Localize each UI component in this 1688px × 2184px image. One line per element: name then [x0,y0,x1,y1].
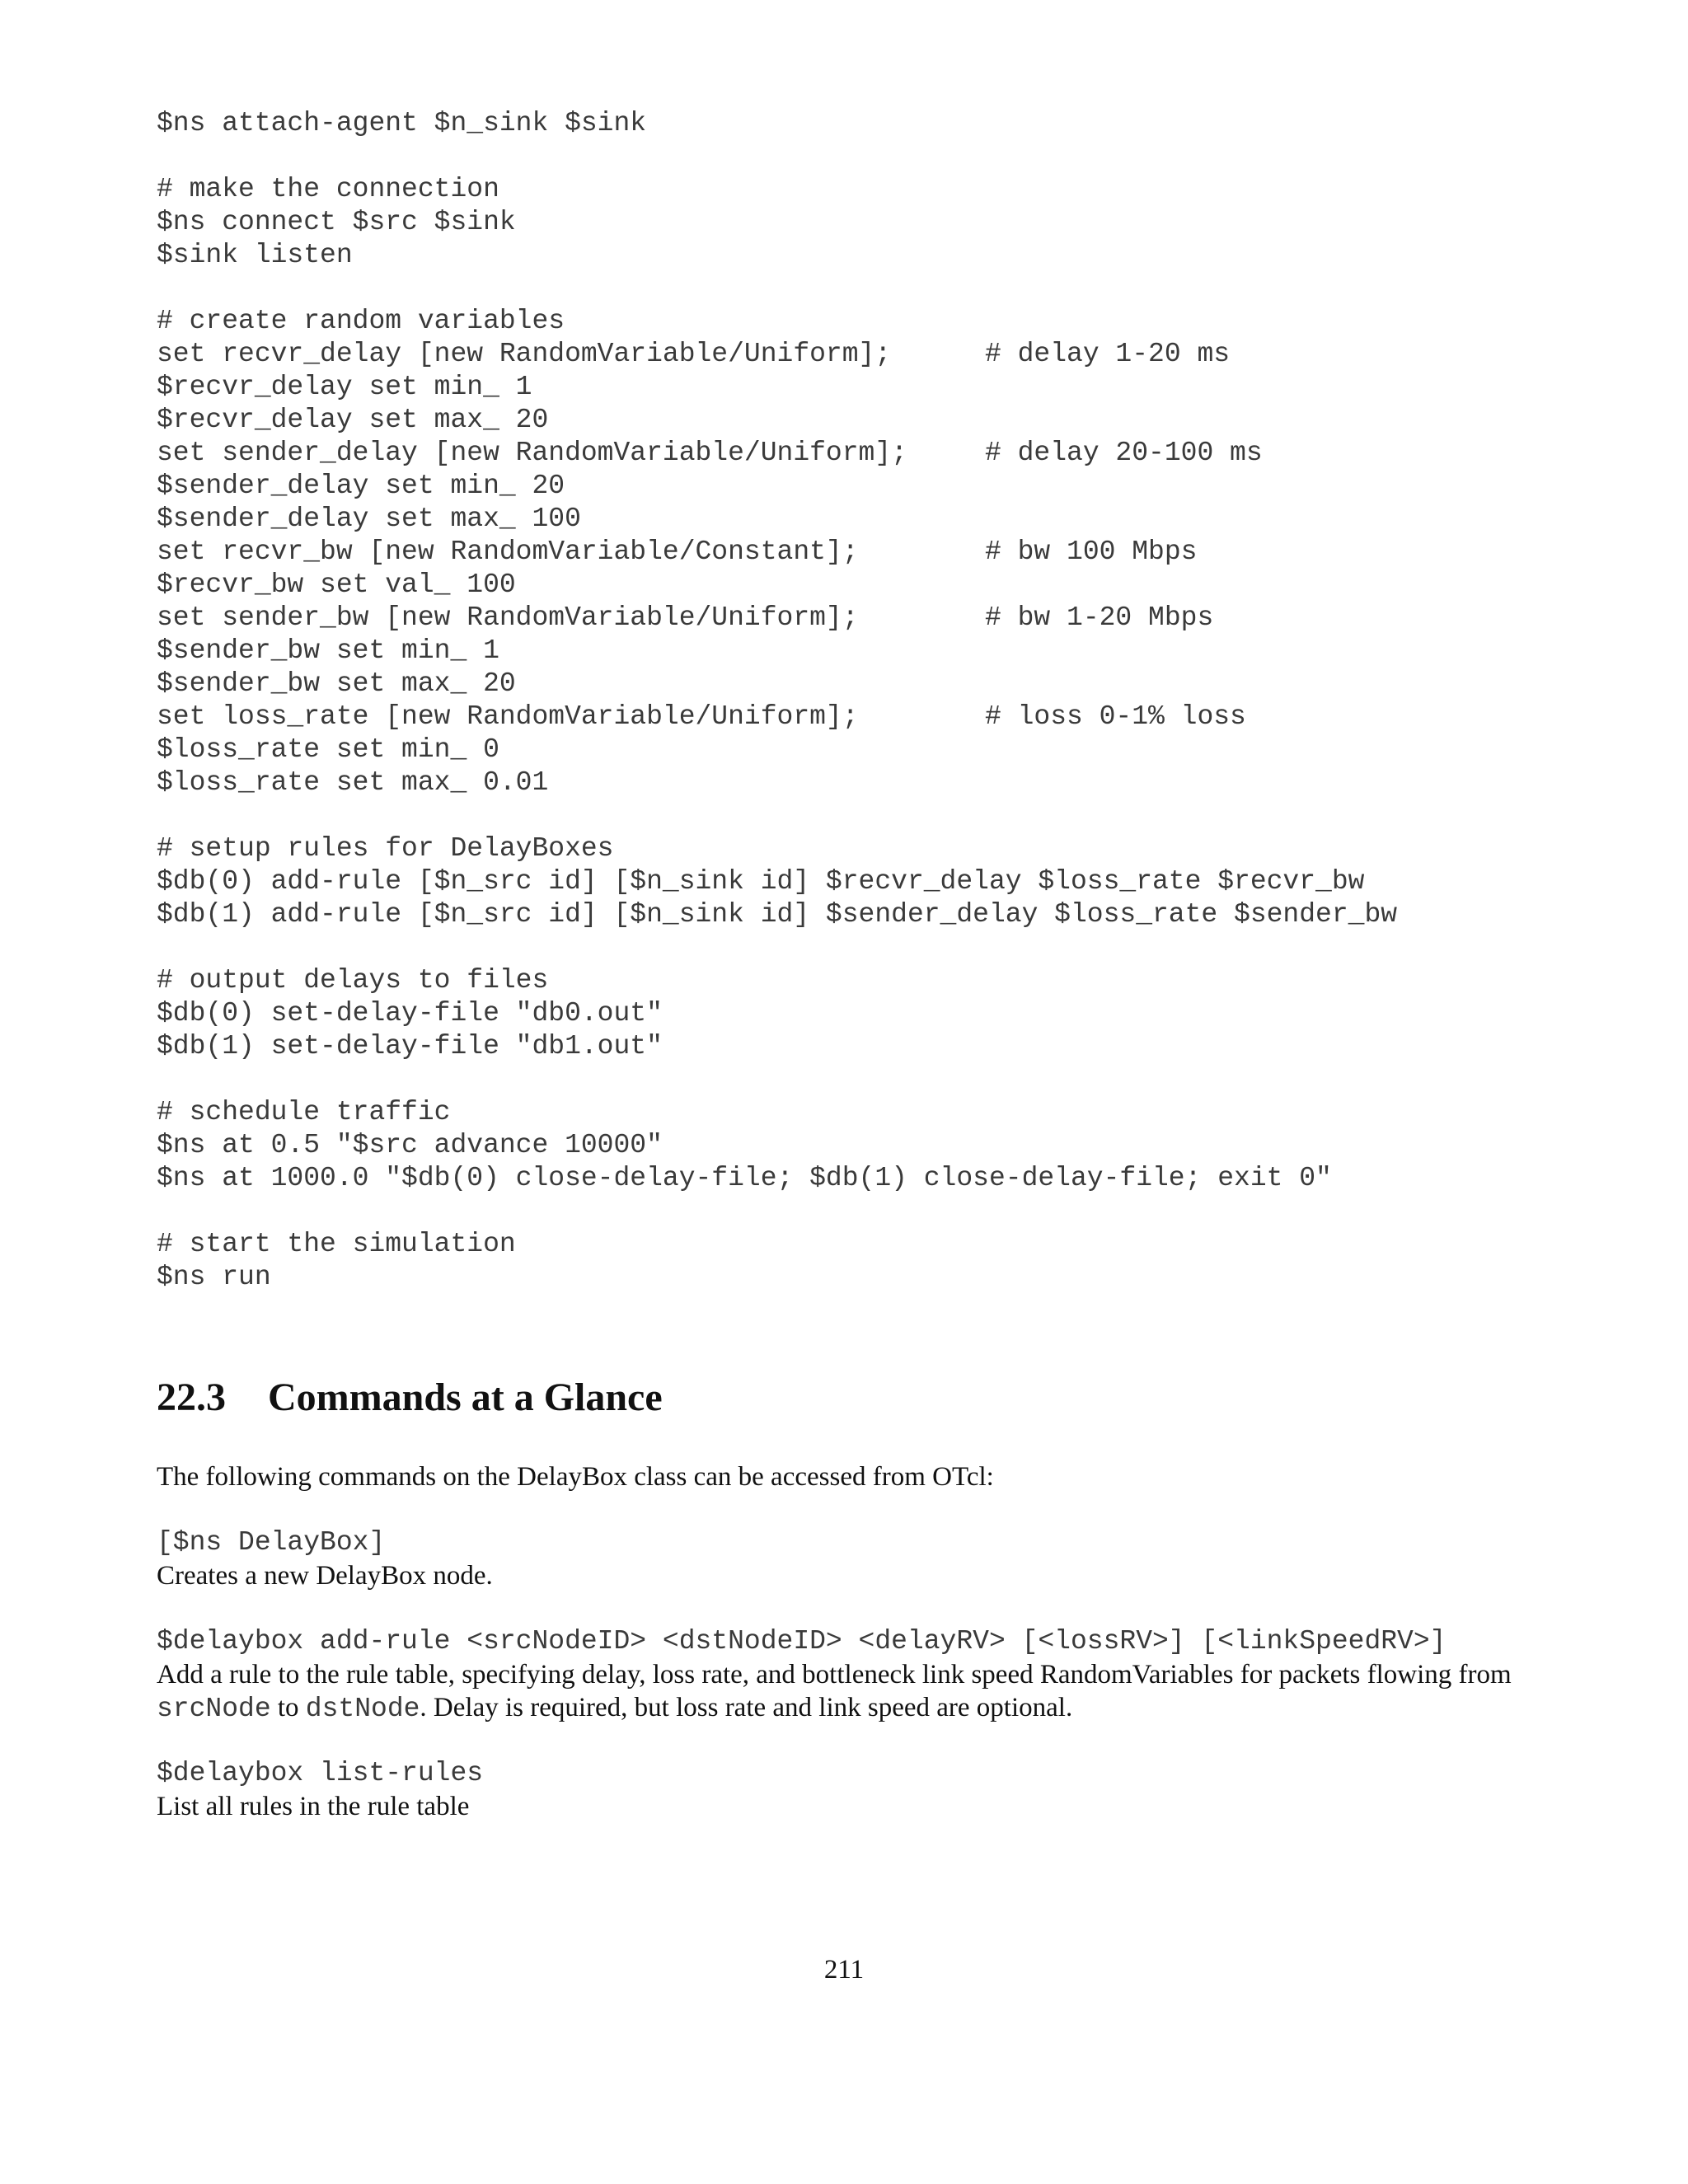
command-add-rule-description [157,1658,1541,1726]
code-line [157,470,1640,503]
code-line [157,1063,1640,1096]
code-text: $recvr_bw set val_ 100 [157,569,516,600]
code-comment-line [157,1096,1640,1129]
code-text: # output delays to files [157,965,549,996]
code-comment-line [157,173,1640,206]
code-comment-line [157,305,1640,338]
code-text: $ns run [157,1262,271,1292]
code-line [157,338,1640,371]
code-line [157,1129,1640,1162]
code-text: $recvr_delay set min_ 1 [157,372,532,402]
code-line [157,569,1640,602]
code-text: set sender_bw [new RandomVariable/Uniform]; [157,602,859,633]
code-line [157,239,1640,272]
command-new-delaybox: [$ns DelayBox] [157,1527,386,1558]
section-number: 22.3 [157,1376,226,1419]
code-text: set recvr_bw [new RandomVariable/Constant]; [157,537,859,567]
add-rule-description-text: Add a rule to the rule table, specifying delay, loss rate, and bottleneck link speed RandomVariables for packets flowing from [157,1660,1512,1690]
code-text: $ns at 1000.0 "$db(0) close-delay-file; $db(1) close-delay-file; exit 0" [157,1163,1332,1193]
code-line [157,140,1640,173]
code-text: $loss_rate set min_ 0 [157,734,499,765]
inline-comment: # bw 100 Mbps [985,537,1198,567]
code-line [157,437,1640,470]
code-line [157,536,1640,569]
code-text: $sender_delay set min_ 20 [157,471,565,501]
code-line [157,1030,1640,1063]
code-text: set sender_delay [new RandomVariable/Uniform]; [157,438,907,468]
section-title-text: Commands at a Glance [268,1376,663,1419]
code-line [157,206,1640,239]
inline-comment: # delay 20-100 ms [985,438,1263,468]
code-line [157,404,1640,437]
code-line [157,733,1640,766]
code-text: $db(0) set-delay-file "db0.out" [157,998,663,1029]
code-text: # make the connection [157,174,499,204]
to-word: to [270,1693,306,1722]
code-text: $ns at 0.5 "$src advance 10000" [157,1130,663,1160]
code-line [157,272,1640,305]
code-line [157,865,1640,898]
inline-comment: # loss 0-1% loss [985,701,1246,732]
code-text: $ns connect $src $sink [157,207,516,237]
code-text: $recvr_delay set max_ 20 [157,405,549,435]
code-line [157,997,1640,1030]
code-text: $sender_bw set max_ 20 [157,668,516,699]
code-text: # schedule traffic [157,1097,451,1127]
intro-paragraph: The following commands on the DelayBox class can be accessed from OTcl: [157,1462,994,1492]
command-list-rules-description: List all rules in the rule table [157,1792,470,1821]
code-text: # setup rules for DelayBoxes [157,833,614,864]
code-line [157,1162,1640,1195]
code-line [157,635,1640,668]
code-comment-line [157,964,1640,997]
code-line [157,602,1640,635]
code-line [157,503,1640,536]
code-line [157,766,1640,799]
code-text: $db(1) set-delay-file "db1.out" [157,1031,663,1062]
code-line [157,701,1640,733]
page-number: 211 [823,1955,865,1985]
code-line [157,371,1640,404]
command-list-rules: $delaybox list-rules [157,1758,484,1788]
code-line [157,1195,1640,1228]
code-text: set recvr_delay [new RandomVariable/Uniform]; [157,339,892,369]
code-text: set loss_rate [new RandomVariable/Uniform]; [157,701,859,732]
code-text: $sender_bw set min_ 1 [157,635,499,666]
code-text: $db(0) add-rule [$n_src id] [$n_sink id] $recvr_delay $loss_rate $recvr_bw [157,866,1365,897]
code-text: $sender_delay set max_ 100 [157,504,581,534]
section-heading [157,1375,663,1420]
code-text: # create random variables [157,306,565,336]
inline-comment: # delay 1-20 ms [985,339,1231,369]
code-line [157,799,1640,832]
inline-comment: # bw 1-20 Mbps [985,602,1214,633]
code-line [157,1261,1640,1294]
code-comment-line [157,1228,1640,1261]
command-add-rule: $delaybox add-rule <srcNodeID> <dstNodeID> <delayRV> [<lossRV>] [<linkSpeedRV>] [157,1626,1447,1657]
src-node-term: srcNode [157,1694,271,1724]
command-new-delaybox-description: Creates a new DelayBox node. [157,1561,493,1591]
dst-node-term: dstNode [305,1694,420,1724]
code-text: $sink listen [157,240,353,270]
code-line [157,107,1640,140]
code-listing [157,107,1640,1294]
code-text: # start the simulation [157,1229,516,1259]
code-text: $db(1) add-rule [$n_src id] [$n_sink id] $sender_delay $loss_rate $sender_bw [157,899,1398,930]
code-text: $ns attach-agent $n_sink $sink [157,108,647,138]
code-line [157,931,1640,964]
add-rule-description-tail: . Delay is required, but loss rate and link speed are optional. [420,1693,1073,1722]
code-comment-line [157,832,1640,865]
code-line [157,668,1640,701]
code-line [157,898,1640,931]
code-text: $loss_rate set max_ 0.01 [157,767,549,798]
